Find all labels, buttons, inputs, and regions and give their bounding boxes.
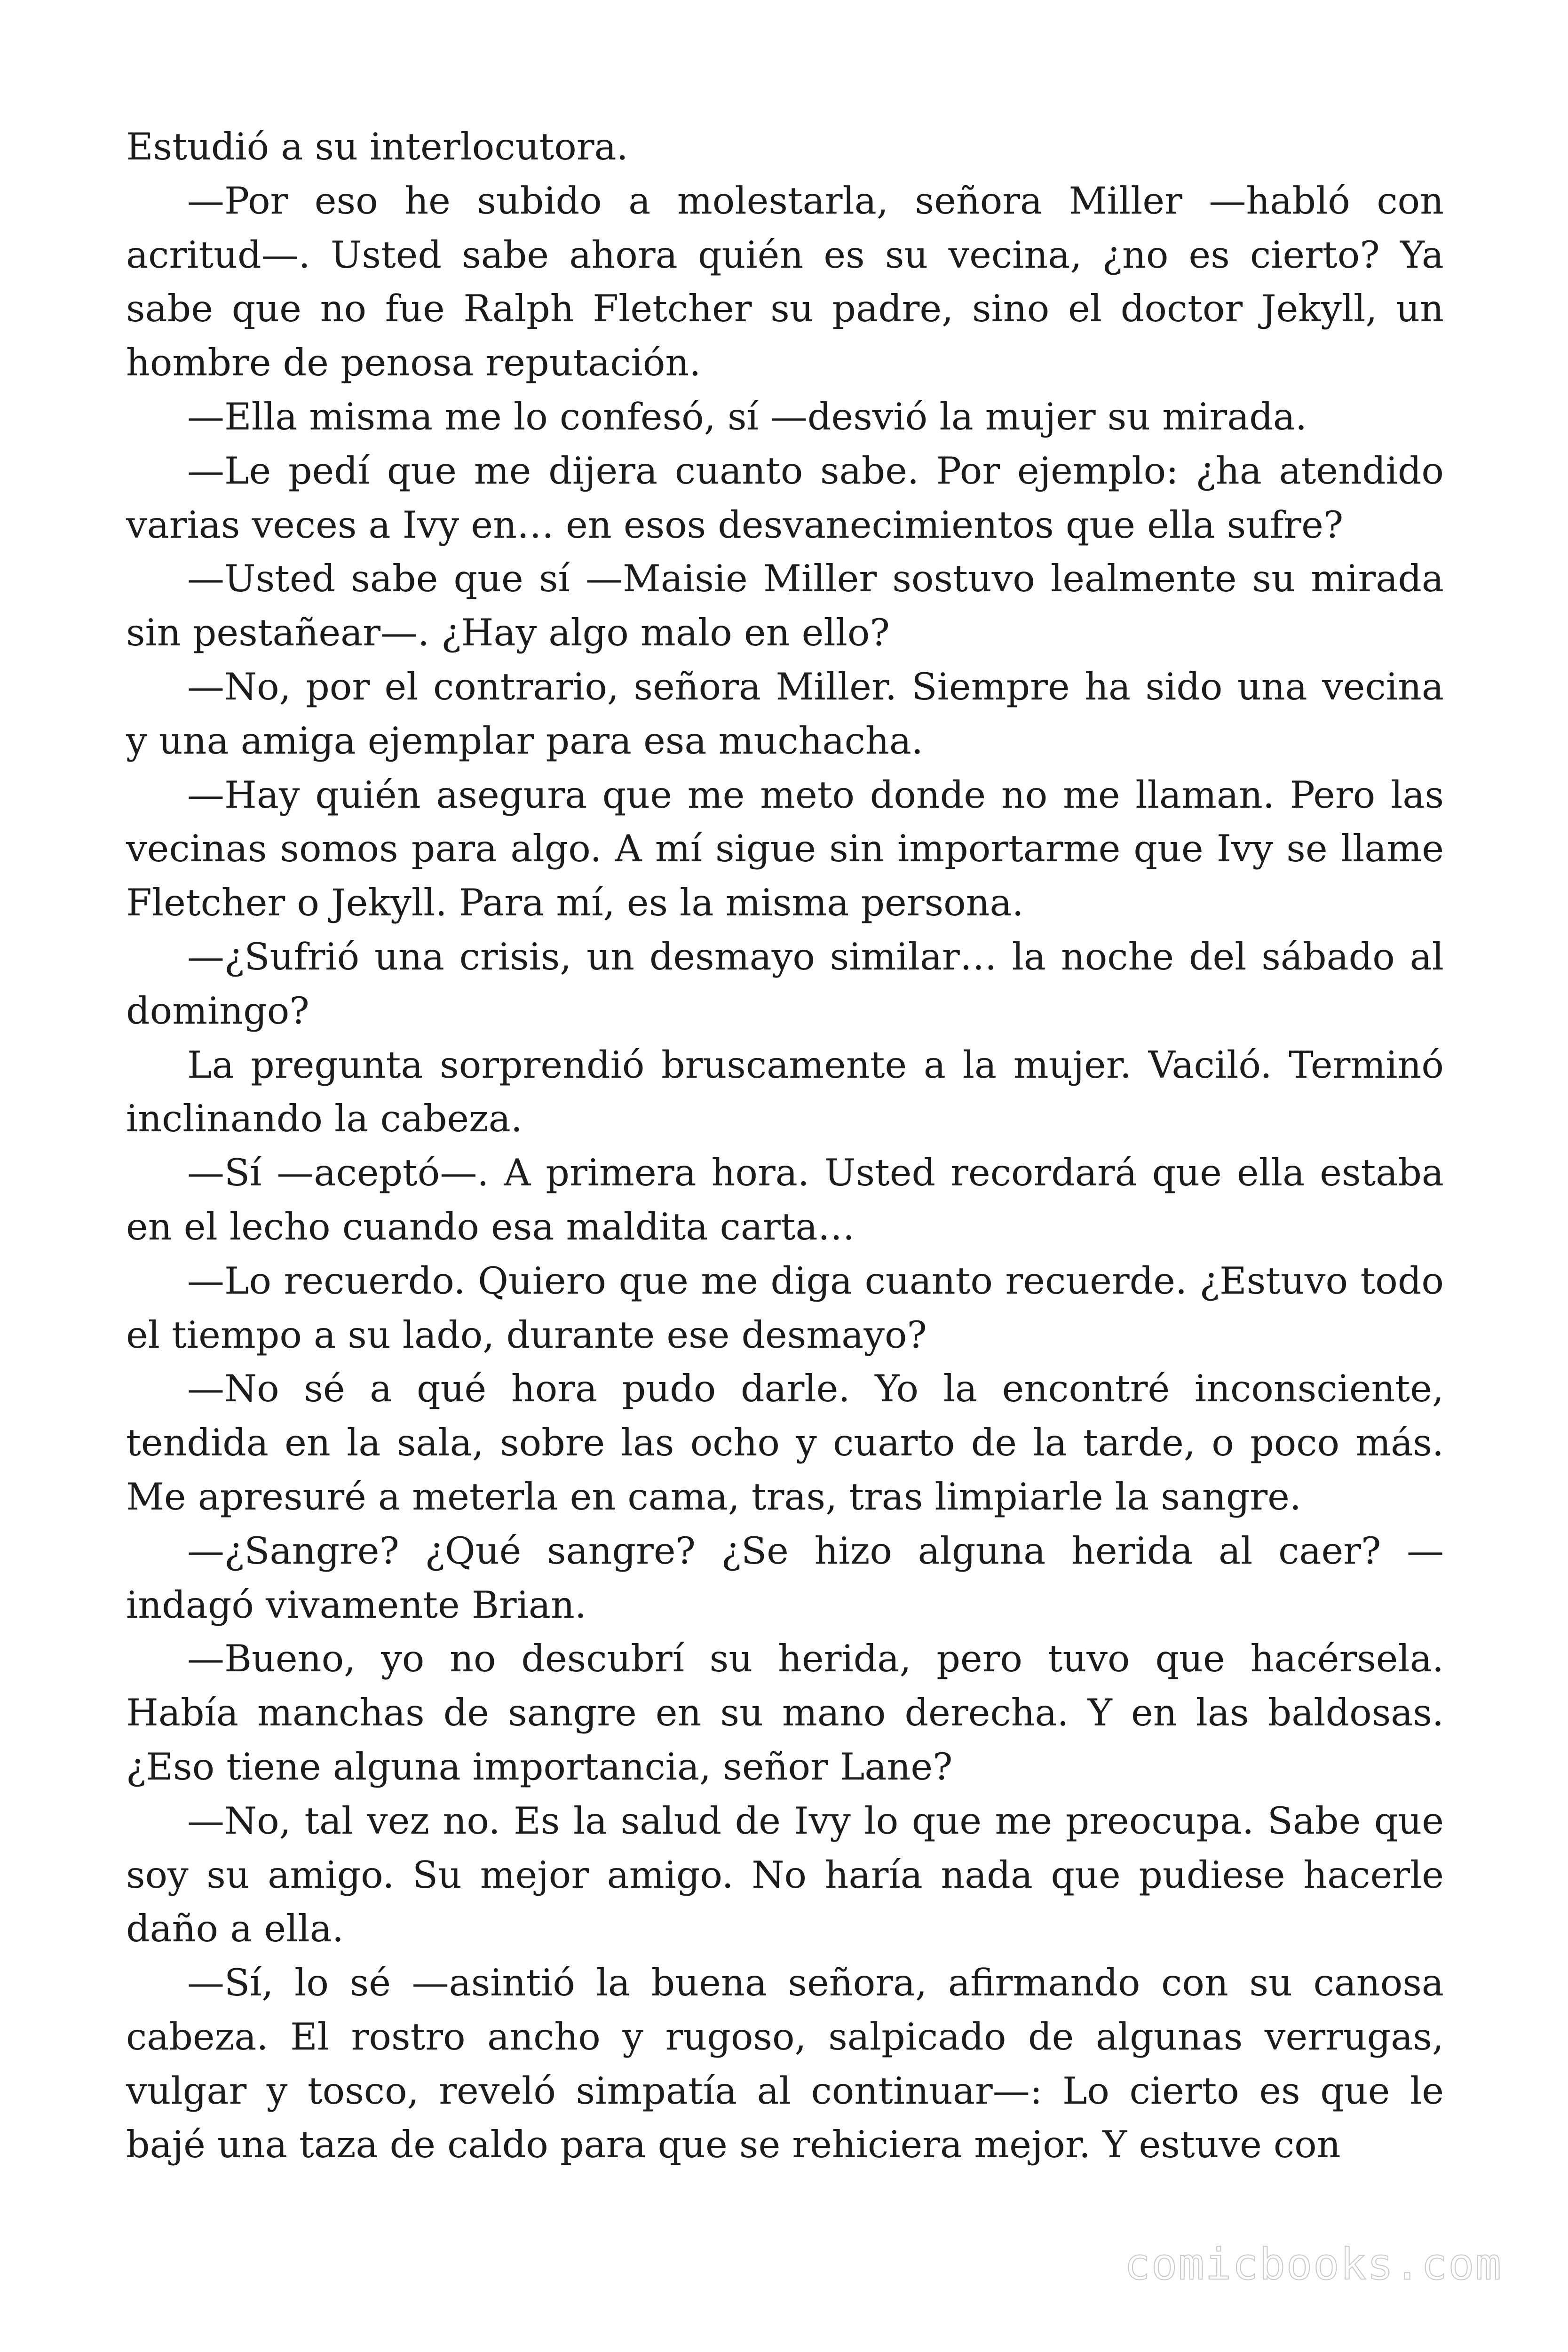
paragraph: —Le pedí que me dijera cuanto sabe. Por ejemplo: ¿ha atendido varias veces a Ivy en… en esos desvanecimientos que ella sufre? — [126, 449, 1444, 547]
paragraph: —Sí, lo sé —asintió la buena señora, afirmando con su canosa cabeza. El rostro ancho y rugoso, salpicado de algunas verrugas, vulgar y tosco, reveló simpatía al continuar—: Lo cierto es que le bajé una taza de caldo para que se rehiciera mejor. Y estuve con — [126, 1961, 1444, 2167]
watermark: comicbooks.com — [1124, 2239, 1502, 2289]
paragraph: —Usted sabe que sí —Maisie Miller sostuvo lealmente su mirada sin pestañear—. ¿Hay algo malo en ello? — [126, 557, 1444, 655]
body-text — [126, 120, 1444, 2172]
paragraph: La pregunta sorprendió bruscamente a la mujer. Vaciló. Terminó inclinando la cabeza. — [126, 1043, 1444, 1141]
paragraph: Estudió a su interlocutora. — [126, 125, 628, 168]
paragraph: —Sí —aceptó—. A primera hora. Usted recordará que ella estaba en el lecho cuando esa maldita carta… — [126, 1151, 1444, 1248]
paragraph: —No, por el contrario, señora Miller. Siempre ha sido una vecina y una amiga ejemplar para esa muchacha. — [126, 665, 1444, 763]
paragraph: —Por eso he subido a molestarla, señora Miller —habló con acritud—. Usted sabe ahora quién es su vecina, ¿no es cierto? Ya sabe que no fue Ralph Fletcher su padre, sino el doctor Jekyll, un hombre de penosa reputación. — [126, 179, 1444, 385]
paragraph: —¿Sufrió una crisis, un desmayo similar… la noche del sábado al domingo? — [126, 935, 1444, 1033]
paragraph: —Hay quién asegura que me meto donde no me llaman. Pero las vecinas somos para algo. A mí sigue sin importarme que Ivy se llame Fletcher o Jekyll. Para mí, es la misma persona. — [126, 773, 1444, 925]
paragraph: —¿Sangre? ¿Qué sangre? ¿Se hizo alguna herida al caer? —indagó vivamente Brian. — [126, 1529, 1444, 1627]
paragraph: —No, tal vez no. Es la salud de Ivy lo que me preocupa. Sabe que soy su amigo. Su mejor amigo. No haría nada que pudiese hacerle daño a ella. — [126, 1799, 1444, 1951]
paragraph: —Ella misma me lo confesó, sí —desvió la mujer su mirada. — [187, 395, 1307, 438]
paragraph: —Bueno, yo no descubrí su herida, pero tuvo que hacérsela. Había manchas de sangre en su mano derecha. Y en las baldosas. ¿Eso tiene alguna importancia, señor Lane? — [126, 1637, 1444, 1788]
paragraph: —Lo recuerdo. Quiero que me diga cuanto recuerde. ¿Estuvo todo el tiempo a su lado, durante ese desmayo? — [126, 1259, 1444, 1357]
paragraph: —No sé a qué hora pudo darle. Yo la encontré inconsciente, tendida en la sala, sobre las ocho y cuarto de la tarde, o poco más. Me apresuré a meterla en cama, tras, tras limpiarle la sangre. — [126, 1367, 1444, 1518]
